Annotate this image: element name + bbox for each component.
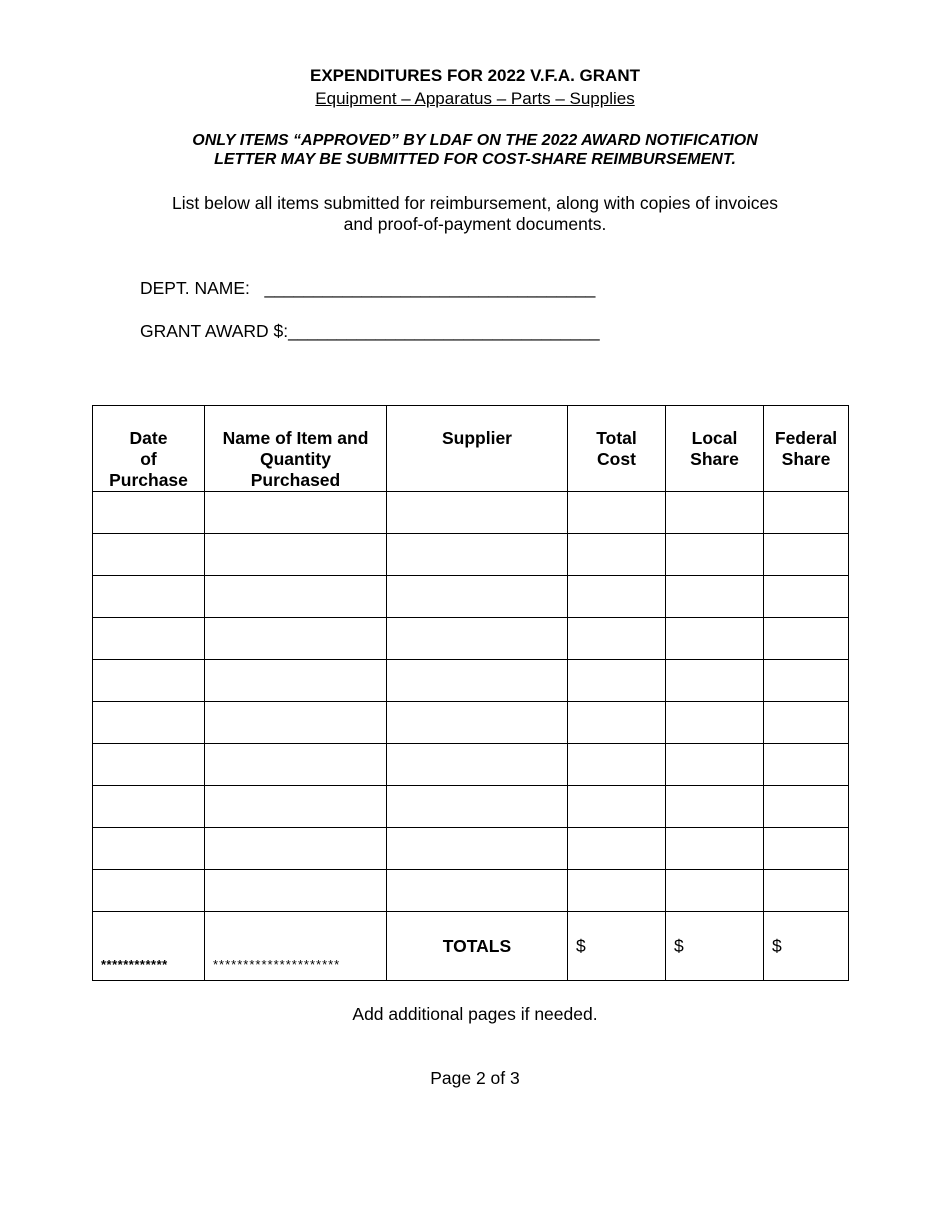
dept-name-blank[interactable]: __________________________________: [249, 278, 596, 298]
date-cell[interactable]: [93, 786, 205, 828]
total-cost-cell[interactable]: [568, 534, 666, 576]
total-cost-cell[interactable]: [568, 660, 666, 702]
federal-share-cell[interactable]: [764, 786, 849, 828]
total-cost-cell[interactable]: [568, 786, 666, 828]
federal-share-cell[interactable]: [764, 744, 849, 786]
supplier-cell[interactable]: [387, 828, 568, 870]
column-header-federal-share: Federal Share: [764, 406, 849, 492]
dept-name-label: DEPT. NAME:: [140, 278, 250, 298]
instructions-line-2: and proof-of-payment documents.: [343, 214, 607, 234]
table-row: [93, 660, 849, 702]
local-share-cell[interactable]: [666, 618, 764, 660]
column-header-item: Name of Item and Quantity Purchased: [205, 406, 387, 492]
column-header-local-share: Local Share: [666, 406, 764, 492]
page-subtitle: Equipment – Apparatus – Parts – Supplies: [315, 89, 635, 108]
federal-share-cell[interactable]: [764, 492, 849, 534]
supplier-cell[interactable]: [387, 576, 568, 618]
federal-share-total-input[interactable]: $: [764, 912, 849, 981]
supplier-cell[interactable]: [387, 618, 568, 660]
table-row: [93, 744, 849, 786]
table-row: [93, 576, 849, 618]
column-header-supplier: Supplier: [387, 406, 568, 492]
supplier-cell[interactable]: [387, 786, 568, 828]
date-cell[interactable]: [93, 870, 205, 912]
local-share-cell[interactable]: [666, 660, 764, 702]
local-share-cell[interactable]: [666, 702, 764, 744]
placeholder-stars: ************: [101, 957, 168, 972]
supplier-cell[interactable]: [387, 702, 568, 744]
supplier-cell[interactable]: [387, 534, 568, 576]
instructions-line-1: List below all items submitted for reimbursement, along with copies of invoices: [172, 193, 778, 213]
grant-award-field[interactable]: [140, 321, 600, 342]
item-cell[interactable]: [205, 492, 387, 534]
item-cell[interactable]: [205, 786, 387, 828]
total-cost-cell[interactable]: [568, 744, 666, 786]
total-cost-input[interactable]: $: [568, 912, 666, 981]
local-share-cell[interactable]: [666, 576, 764, 618]
expenditures-table: [92, 405, 849, 981]
date-cell[interactable]: [93, 702, 205, 744]
federal-share-cell[interactable]: [764, 618, 849, 660]
table-row: [93, 828, 849, 870]
item-cell[interactable]: [205, 576, 387, 618]
dept-name-field[interactable]: [140, 278, 595, 299]
total-cost-cell[interactable]: [568, 576, 666, 618]
approval-warning-line-1: ONLY ITEMS “APPROVED” BY LDAF ON THE 2022 AWARD NOTIFICATION: [192, 132, 758, 149]
federal-share-cell[interactable]: [764, 702, 849, 744]
table-row: [93, 534, 849, 576]
grant-award-label: GRANT AWARD $:: [140, 321, 289, 341]
item-cell[interactable]: [205, 702, 387, 744]
date-cell[interactable]: [93, 828, 205, 870]
total-cost-cell[interactable]: [568, 492, 666, 534]
column-header-total-cost: Total Cost: [568, 406, 666, 492]
approval-warning-line-2: LETTER MAY BE SUBMITTED FOR COST-SHARE REIMBURSEMENT.: [214, 151, 736, 168]
item-cell[interactable]: [205, 534, 387, 576]
total-cost-cell[interactable]: [568, 702, 666, 744]
item-cell[interactable]: [205, 870, 387, 912]
grant-award-blank[interactable]: ________________________________: [288, 321, 600, 341]
date-cell[interactable]: [93, 576, 205, 618]
local-share-cell[interactable]: [666, 870, 764, 912]
totals-date-cell: [93, 912, 205, 981]
local-share-cell[interactable]: [666, 534, 764, 576]
date-cell[interactable]: [93, 492, 205, 534]
item-cell[interactable]: [205, 660, 387, 702]
local-share-cell[interactable]: [666, 828, 764, 870]
page-number: Page 2 of 3: [430, 1068, 520, 1088]
additional-pages-note: Add additional pages if needed.: [352, 1004, 598, 1024]
local-share-cell[interactable]: [666, 744, 764, 786]
date-cell[interactable]: [93, 744, 205, 786]
item-cell[interactable]: [205, 828, 387, 870]
placeholder-stars: *********************: [213, 957, 341, 972]
local-share-cell[interactable]: [666, 786, 764, 828]
table-row: [93, 702, 849, 744]
federal-share-cell[interactable]: [764, 576, 849, 618]
date-cell[interactable]: [93, 660, 205, 702]
table-row: [93, 786, 849, 828]
federal-share-cell[interactable]: [764, 870, 849, 912]
table-row: [93, 870, 849, 912]
table-header-row: [93, 406, 849, 492]
totals-item-cell: [205, 912, 387, 981]
total-cost-cell[interactable]: [568, 828, 666, 870]
supplier-cell[interactable]: [387, 870, 568, 912]
total-cost-cell[interactable]: [568, 618, 666, 660]
federal-share-cell[interactable]: [764, 828, 849, 870]
total-cost-cell[interactable]: [568, 870, 666, 912]
local-share-total-input[interactable]: $: [666, 912, 764, 981]
supplier-cell[interactable]: [387, 744, 568, 786]
page-title: EXPENDITURES FOR 2022 V.F.A. GRANT: [309, 66, 640, 85]
date-cell[interactable]: [93, 618, 205, 660]
table-row: [93, 618, 849, 660]
federal-share-cell[interactable]: [764, 660, 849, 702]
totals-row: [93, 912, 849, 981]
supplier-cell[interactable]: [387, 492, 568, 534]
table-row: [93, 492, 849, 534]
federal-share-cell[interactable]: [764, 534, 849, 576]
date-cell[interactable]: [93, 534, 205, 576]
supplier-cell[interactable]: [387, 660, 568, 702]
local-share-cell[interactable]: [666, 492, 764, 534]
totals-label: TOTALS: [387, 912, 568, 981]
item-cell[interactable]: [205, 744, 387, 786]
column-header-date: Date of Purchase: [93, 406, 205, 492]
item-cell[interactable]: [205, 618, 387, 660]
